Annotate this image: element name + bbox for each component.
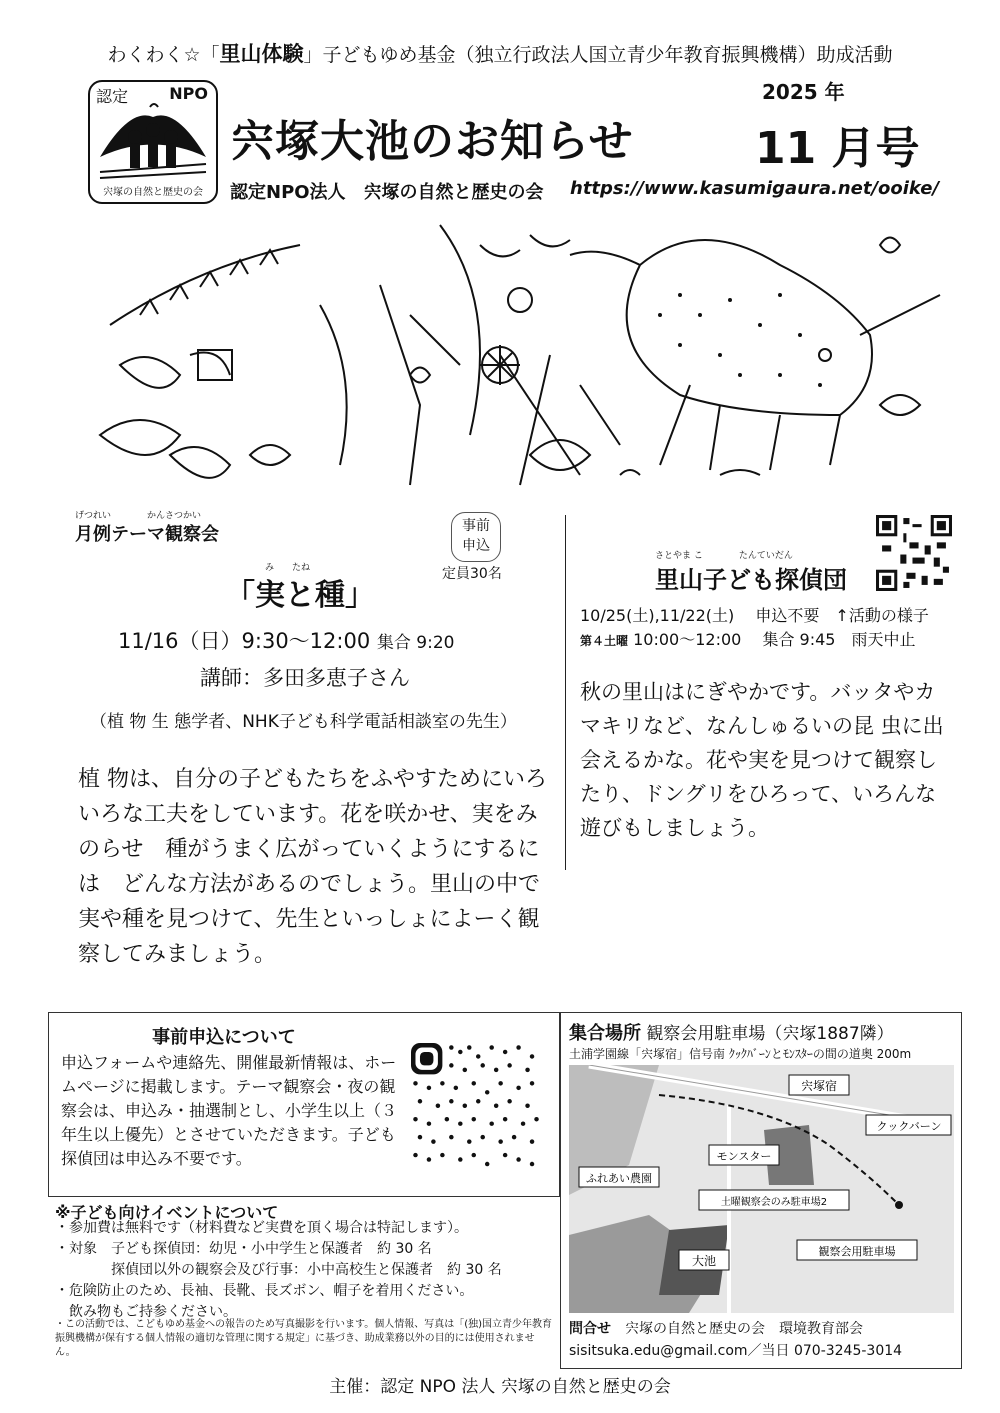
npo-logo <box>88 80 218 204</box>
issue-year: 2025 年 <box>762 80 845 104</box>
organizer-footer: 主催：認定 NPO 法人 宍塚の自然と歴史の会 <box>329 1377 671 1397</box>
meeting-place-directions: 土浦学園線「宍塚宿」信号南 ｸｯｸﾊﾞｰﾝとﾓﾝｽﾀｰの間の道奥 200m <box>569 1047 912 1061</box>
seeds-and-dog-illustration <box>80 205 960 495</box>
website-link[interactable]: https://www.kasumigaura.net/ooike/ <box>570 178 940 199</box>
organization-name: 認定NPO法人 宍塚の自然と歴史の会 <box>230 182 544 203</box>
list-item: 探偵団以外の観察会及び行事：小中高校生と保護者 約 30 名 <box>55 1262 502 1278</box>
grant-line: わくわく☆「里山体験」子どもゆめ基金（独立行政法人国立青少年教育振興機構）助成活動 <box>107 42 893 66</box>
meeting-place-box <box>560 1012 962 1369</box>
logo-cert: 認定 <box>96 87 129 106</box>
logo-npo: NPO <box>169 84 208 103</box>
pre-registration-badge: 事前 申込 <box>451 512 501 562</box>
kids-detective-title: さとやま こ たんていだん 里山子ども探偵団 <box>655 551 847 594</box>
map-label-shishitsuka-juku: 宍塚宿 <box>800 1079 838 1093</box>
theme-description: 植 物は、自分の子どもたちをふやすためにいろいろな工夫をしています。花を咲かせ、実をみのらせ 種がうまく広がっていくようにするには どんな方法があるのでしょう。里山の中で実や種を見つけて、先生といっしょによーく観察してみましょう。 <box>78 767 547 967</box>
privacy-note: ・この活動では、こどもゆめ基金への報告のため写真撮影を行います。個人情報、写真は「(独)国立青少年教育振興機構が保有する個人情報の適切な管理に関する規定」に基づき、助成業務以外の目的には使用されません。 <box>55 1319 553 1358</box>
kids-events-list <box>55 1218 555 1323</box>
activity-qr-code[interactable] <box>876 515 952 591</box>
map-label-parking: 観察会用駐車場 <box>818 1245 896 1258</box>
contact-line: 問合せ 宍塚の自然と歴史の会 環境教育部会 <box>569 1321 863 1337</box>
kids-events-title: ※子ども向けイベントについて <box>55 1203 279 1222</box>
lecturer: 講師：多田多恵子さん <box>200 666 410 690</box>
contact-email[interactable]: sisitsuka.edu@gmail.com／当日 070-3245-3014 <box>569 1343 903 1359</box>
lecturer-description: （植 物 生 態学者、NHK子ども科学電話相談室の先生） <box>90 712 517 732</box>
map-label-parking2: 土曜観察会のみ駐車場2 <box>720 1197 828 1208</box>
detective-description: 秋の里山はにぎやかです。バッタやカマキリなど、なんしゅるいの昆 虫に出会えるかな。花や実を見つけて観察したり、ドングリをひろって、いろんな遊びもしましょう。 <box>580 680 944 840</box>
issue-month: 11 月号 <box>755 123 920 174</box>
detective-dates: 10/25(土),11/22(土) 申込不要 ↑活動の様子 <box>580 606 929 625</box>
map-label-monster: モンスター <box>716 1150 772 1163</box>
capacity-text: 定員30名 <box>442 566 502 582</box>
newsletter-title: 宍塚大池のお知らせ <box>230 116 634 167</box>
map-label-ooike: 大池 <box>691 1254 717 1268</box>
list-item: ・参加費は無料です（材料費など実費を頂く場合は特記します）。 <box>55 1220 468 1236</box>
list-item: ・対象 子ども探偵団：幼児・小中学生と保護者 約 30 名 <box>55 1241 432 1257</box>
registration-info-box <box>48 1012 560 1197</box>
column-divider <box>565 515 566 870</box>
detective-time: 第４土曜 10:00～12:00 集合 9:45 雨天中止 <box>580 630 916 649</box>
theme-datetime: 11/16（日）9:30～12:00 集合 9:20 <box>118 629 455 653</box>
list-item: 飲み物もご持参ください。 <box>55 1304 237 1320</box>
registration-title: 事前申込について <box>152 1027 296 1048</box>
list-item: ・危険防止のため、長袖、長靴、長ズボン、帽子を着用ください。 <box>55 1283 474 1299</box>
meeting-place-map <box>569 1065 954 1313</box>
map-label-fureai: ふれあい農園 <box>586 1172 652 1185</box>
theme-title: み たね 「実と種」 <box>225 563 375 613</box>
logo-caption: 宍塚の自然と歴史の会 <box>103 187 203 198</box>
monthly-theme-label: げつれい かんさつかい 月例テーマ観察会 <box>75 511 219 545</box>
meeting-place-title: 集合場所 観察会用駐車場（宍塚1887隣） <box>569 1023 894 1044</box>
map-label-cook-barn: クックバーン <box>876 1120 942 1133</box>
registration-qr-code[interactable] <box>411 1043 541 1173</box>
registration-body: 申込フォームや連絡先、開催最新情報は、ホームページに掲載します。テーマ観察会・夜の観察会は、申込み・抽選制とし、小学生以上（３年生以上優先）とさせていただきます。子ども探偵団は申込み不要です。 <box>61 1053 398 1168</box>
